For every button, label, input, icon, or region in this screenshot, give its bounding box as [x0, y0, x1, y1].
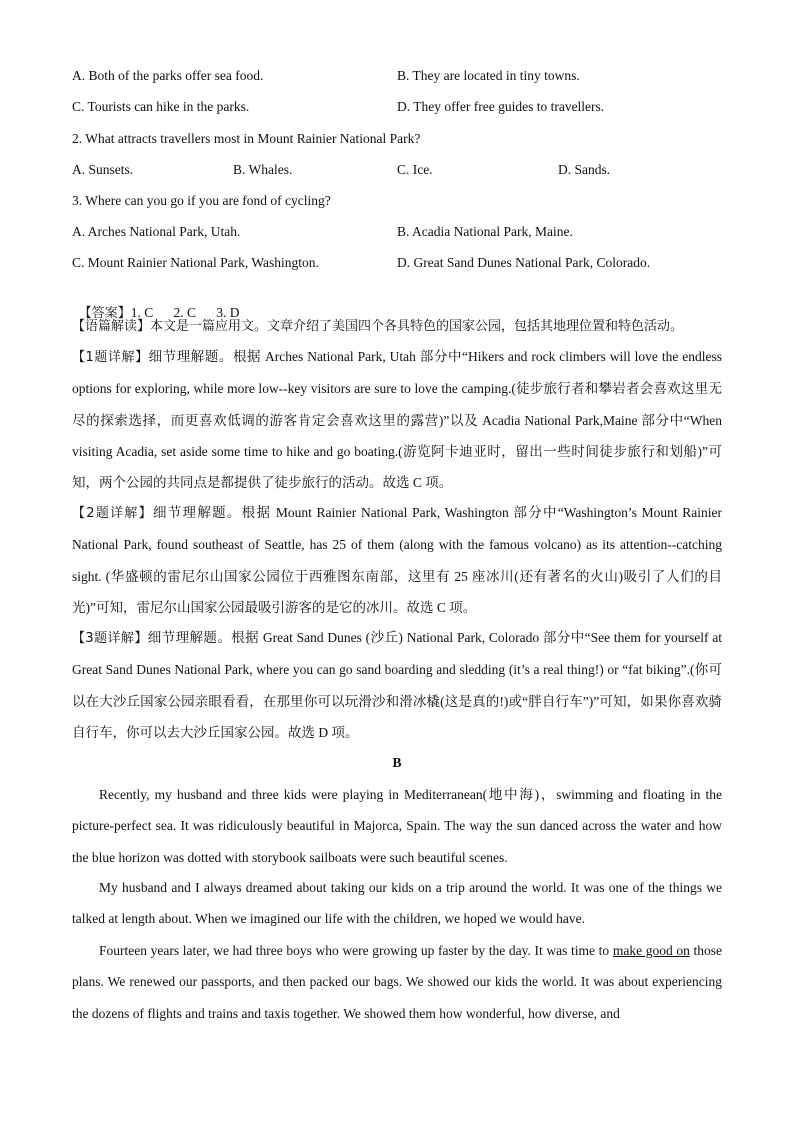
detail1-text: 细节理解题。根据 Arches National Park, Utah 部分中“Hikers and rock climbers will love the endless options for exploring, while more low--key visitors are sure to love the camping.(徒步旅行者和攀岩者会喜欢这里无尽的探索选择，而更喜欢低调的游客肯定会喜欢这里的露营)”以及 Acadia National Park,Maine 部分中“When visiting Acadia, set aside some time to hike and go boating.(游览阿卡迪亚时，留出一些时间徒步旅行和划船)”可知，两个公园的共同点是都提供了徒步旅行的活动。故选 C 项。 [72, 349, 722, 491]
q2-option-a: A. Sunsets. [72, 162, 134, 177]
section-heading: B [392, 755, 402, 770]
passage-paragraph-1: Recently, my husband and three kids were playing in Mediterranean(地中海)，swimming and floating in the picture-perfect sea. It was ridiculously beautiful in Majorca, Spain. The way the sun danced across the water and how the blue horizon was dotted with storybook sailboats were such beautiful scenes. [72, 787, 722, 865]
q1-option-d: D. They offer free guides to travellers. [397, 99, 605, 114]
q3-option-a: A. Arches National Park, Utah. [72, 224, 241, 239]
passage-paragraph-2: My husband and I always dreamed about taking our kids on a trip around the world. It was one of the things we talked at length about. When we imagined our life with the children, we hoped we would have. [72, 880, 722, 927]
detail3-paragraph [72, 622, 722, 748]
detail3-tag: 【3题详解】 [72, 631, 148, 646]
detail2-text: 细节理解题。根据 Mount Rainier National Park, Washington 部分中“Washington’s Mount Rainier National Park, found southeast of Seattle, has 25 of them (along with the famous volcano) as its attention--catching sight. (华盛顿的雷尼尔山国家公园位于西雅图东南部，这里有 25 座冰川(还有著名的火山)吸引了人们的目光)”可知，雷尼尔山国家公园最吸引游客的是它的冰川。故选 C 项。 [72, 505, 722, 615]
analysis-text: 本文是一篇应用文。文章介绍了美国四个各具特色的国家公园，包括其地理位置和特色活动。 [150, 319, 684, 334]
q3-option-d: D. Great Sand Dunes National Park, Colorado. [397, 255, 651, 270]
q2-option-c: C. Ice. [397, 162, 433, 177]
detail1-paragraph [72, 341, 722, 498]
q2-option-d: D. Sands. [558, 162, 611, 177]
q3-option-b: B. Acadia National Park, Maine. [397, 224, 573, 239]
passage-p3-end: those plans. We renewed our passports, and then packed our bags. We showed our kids the world. It was about experiencing the dozens of flights and trains and taxis together. We showed them how wonderful, how diverse, and [72, 943, 722, 1021]
q1-option-b: B. They are located in tiny towns. [397, 68, 580, 83]
detail2-tag: 【2题详解】 [72, 506, 153, 521]
answer-tag: 【答案】 [78, 306, 131, 321]
q1-option-a: A. Both of the parks offer sea food. [72, 68, 264, 83]
passage-paragraph-3 [72, 935, 722, 1029]
analysis-line [72, 317, 683, 336]
q3-stem: 3. Where can you go if you are fond of cycling? [72, 193, 331, 208]
underlined-phrase: make good on [612, 943, 690, 958]
q2-option-b: B. Whales. [233, 162, 293, 177]
analysis-tag: 【语篇解读】 [72, 319, 151, 334]
q1-option-c: C. Tourists can hike in the parks. [72, 99, 250, 114]
answer-text: 1. C 2. C 3. D [130, 305, 240, 320]
detail1-tag: 【1题详解】 [72, 350, 149, 365]
q3-option-c: C. Mount Rainier National Park, Washington. [72, 255, 319, 270]
detail2-paragraph [72, 497, 722, 623]
detail3-text: 细节理解题。根据 Great Sand Dunes (沙丘) National Park, Colorado 部分中“See them for yourself at Great Sand Dunes National Park, where you can go sand boarding and sledding (it’s a real thing!) or “fat biking”.(你可以在大沙丘国家公园亲眼看看，在那里你可以玩滑沙和滑冰橇(这是真的!)或“胖自行车”)”可知，如果你喜欢骑自行车，你可以去大沙丘国家公园。故选 D 项。 [72, 630, 722, 740]
q2-stem: 2. What attracts travellers most in Mount Rainier National Park? [72, 131, 421, 146]
passage-p3-start: Fourteen years later, we had three boys who were growing up faster by the day. It was time to [99, 943, 613, 958]
